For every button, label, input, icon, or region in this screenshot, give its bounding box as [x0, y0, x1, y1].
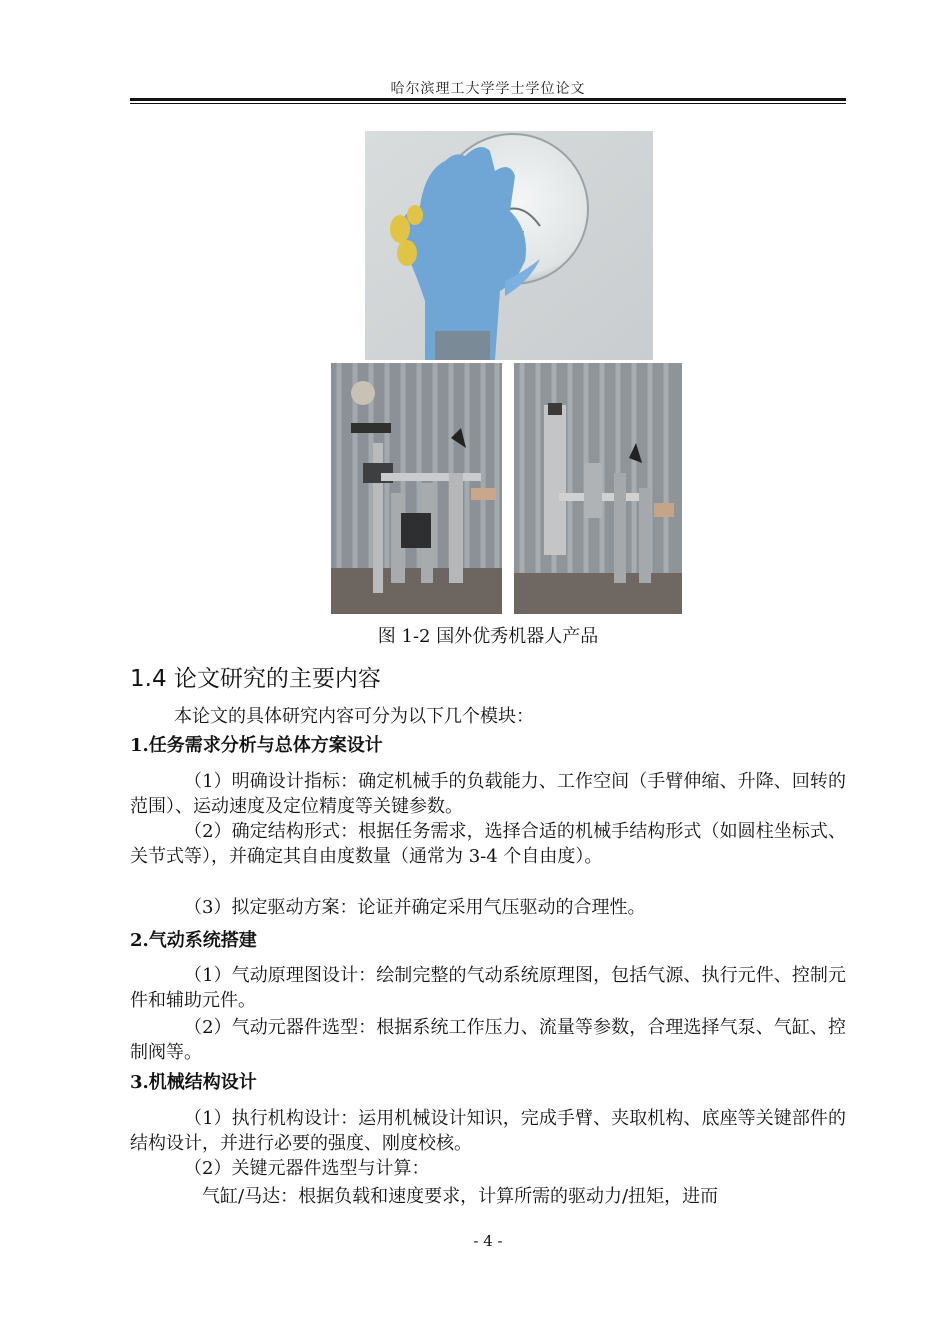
subheading-1: 1.任务需求分析与总体方案设计: [130, 735, 383, 756]
figure-caption: 图 1-2 国外优秀机器人产品: [377, 626, 599, 647]
paragraph-3-1: （1）执行机构设计：运用机械设计知识，完成手臂、夹取机构、底座等关键部件的结构设计，并进行必要的强度、刚度校核。: [130, 1108, 846, 1154]
paragraph-2-2: （2）气动元器件选型：根据系统工作压力、流量等参数，合理选择气泵、气缸、控制阀等。: [130, 1017, 846, 1063]
subheading-2: 2.气动系统搭建: [130, 930, 257, 951]
page-number: - 4 -: [473, 1232, 503, 1250]
running-header: 哈尔滨理工大学学士学位论文: [390, 81, 586, 97]
subheading-3: 3.机械结构设计: [130, 1072, 257, 1093]
pneumatic-arm-photo-1: [331, 363, 502, 614]
paragraph-1-3: （3）拟定驱动方案：论证并确定采用气压驱动的合理性。: [184, 897, 646, 918]
paragraph-2-1: （1）气动原理图设计：绘制完整的气动系统原理图，包括气源、执行元件、控制元件和辅助元件。: [130, 965, 846, 1011]
header-rule-thin: [130, 103, 846, 104]
header-rule-thick: [130, 98, 846, 101]
paragraph-1-2: （2）确定结构形式：根据任务需求，选择合适的机械手结构形式（如圆柱坐标式、关节式等），并确定其自由度数量（通常为 3-4 个自由度）。: [130, 821, 846, 867]
paragraph-1-1: （1）明确设计指标：确定机械手的负载能力、工作空间（手臂伸缩、升降、回转的范围）、运动速度及定位精度等关键参数。: [130, 771, 846, 817]
intro-paragraph: 本论文的具体研究内容可分为以下几个模块：: [174, 706, 534, 727]
pneumatic-arm-photo-2: [514, 363, 682, 614]
paragraph-3-2: （2）关键元器件选型与计算：: [184, 1158, 430, 1179]
soft-robotic-hand-photo: [365, 131, 653, 360]
paragraph-3-3: 气缸/马达：根据负载和速度要求，计算所需的驱动力/扭矩，进而: [202, 1186, 719, 1207]
section-title: 1.4 论文研究的主要内容: [130, 666, 381, 692]
